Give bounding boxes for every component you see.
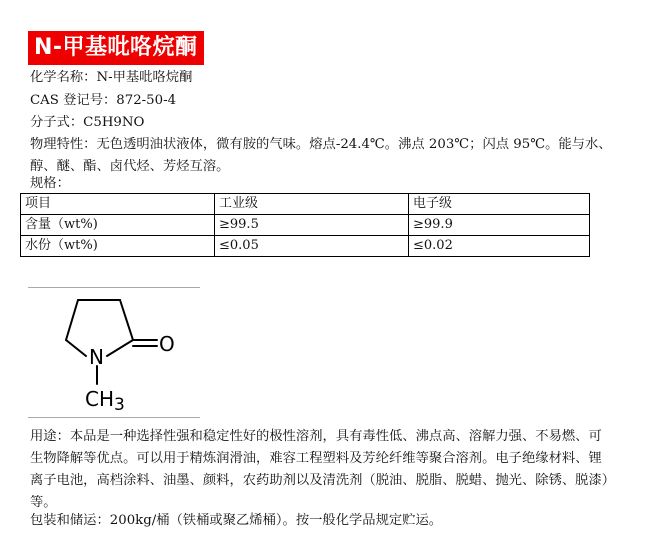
ring-bond xyxy=(66,300,78,340)
ring-bond xyxy=(120,300,133,340)
physical-properties: 物理特性：无色透明油状液体，微有胺的气味。熔点-24.4℃。沸点 203℃；闪点 95℃。能与水、醇、醚、酯、卤代烃、芳烃互溶。 xyxy=(30,137,612,174)
methyl-subscript: 3 xyxy=(114,395,125,414)
table-cell: ≥99.9 xyxy=(409,215,590,236)
ring-bond xyxy=(107,340,133,356)
chemical-name: 化学名称：N-甲基吡咯烷酮 xyxy=(30,70,193,85)
table-cell: 水份（wt%) xyxy=(21,236,215,257)
nitrogen-atom-label: N xyxy=(89,345,104,369)
page-title: N-甲基吡咯烷酮 xyxy=(28,31,204,65)
table-header-cell: 项目 xyxy=(21,194,215,215)
nmp-structure-diagram xyxy=(40,292,200,414)
ring-bond xyxy=(66,340,86,356)
table-row xyxy=(21,215,590,236)
spec-label: 规格： xyxy=(30,176,70,191)
molecular-formula: 分子式：C5H9NO xyxy=(30,115,145,130)
table-cell: ≥99.5 xyxy=(215,215,409,236)
table-cell: ≤0.05 xyxy=(215,236,409,257)
table-header-cell: 工业级 xyxy=(215,194,409,215)
methyl-group-label xyxy=(85,387,125,414)
table-cell: 含量（wt%) xyxy=(21,215,215,236)
structure-bottom-rule xyxy=(28,417,200,418)
table-row xyxy=(21,236,590,257)
table-cell: ≤0.02 xyxy=(409,236,590,257)
cas-number: CAS 登记号：872-50-4 xyxy=(30,93,177,108)
packaging-text: 包装和储运：200kg/桶（铁桶或聚乙烯桶）。按一般化学品规定贮运。 xyxy=(30,513,443,528)
methyl-ch-text: CH xyxy=(85,387,115,411)
oxygen-atom-label: O xyxy=(159,332,175,356)
table-header-cell: 电子级 xyxy=(409,194,590,215)
spec-table xyxy=(20,193,590,257)
structure-top-rule xyxy=(28,287,200,288)
table-header-row xyxy=(21,194,590,215)
usage-text: 用途：本品是一种选择性强和稳定性好的极性溶剂，具有毒性低、沸点高、溶解力强、不易燃、可生物降解等优点。可以用于精炼润滑油，难容工程塑料及芳纶纤维等聚合溶剂。电子绝缘材料、锂离子电池，高档涂料、油墨、颜料，农药助剂以及清洗剂（脱油、脱脂、脱蜡、抛光、除锈、脱漆）等。 xyxy=(30,429,609,510)
